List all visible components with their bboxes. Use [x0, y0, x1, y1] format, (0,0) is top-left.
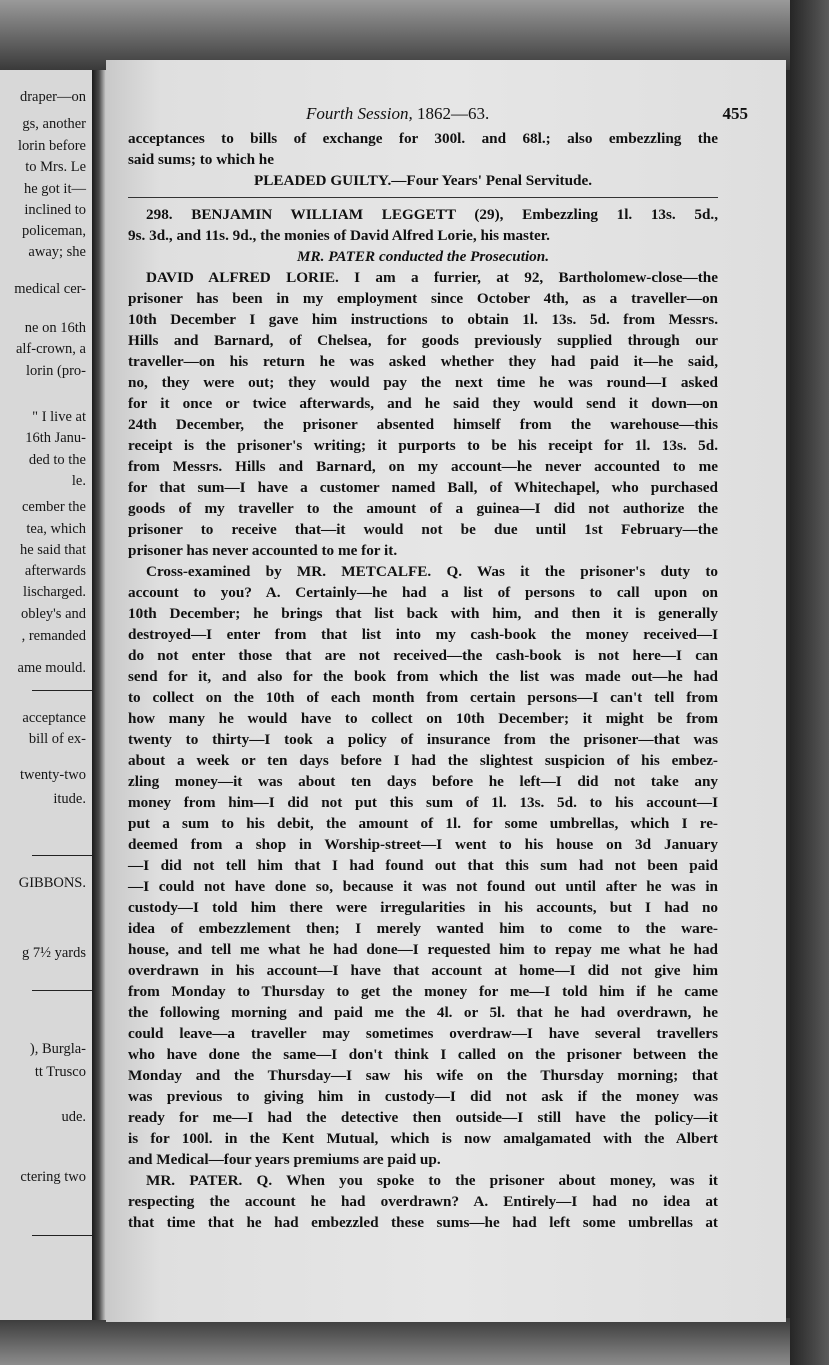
- text-line: —I did not tell him that I had found out that this sum had not been paid: [128, 857, 718, 874]
- text-line: that time that he had embezzled these sums—he had left some umbrellas at: [128, 1214, 718, 1231]
- left-page-line: 16th Janu-: [25, 430, 86, 446]
- running-title: Fourth Session, 1862—63.: [306, 104, 490, 123]
- left-page-line: cember the: [21, 499, 86, 515]
- left-page-line: he got it—: [23, 181, 86, 197]
- left-page-line: tt Trusco: [34, 1064, 86, 1080]
- left-page-line: twenty-two: [19, 767, 86, 783]
- book-gutter: [92, 70, 106, 1320]
- left-page-line: bill of ex-: [28, 731, 86, 747]
- text-line: account to you? A. Certainly—he had a list of persons to call upon on: [128, 584, 718, 601]
- text-line: idea of embezzlement then; I merely wanted him to come to the ware-: [128, 920, 718, 937]
- left-page-rule: [32, 1235, 92, 1236]
- left-page-line: inclined to: [24, 202, 86, 218]
- plea-line: PLEADED GUILTY.—Four Years' Penal Servitude.: [253, 172, 593, 189]
- left-page-line: obley's and: [20, 606, 86, 622]
- scan-bottom-shadow: [0, 1318, 829, 1365]
- left-page-line: acceptance: [22, 710, 86, 726]
- text-line: to collect on the 10th of each month from certain persons—I can't tell from: [128, 689, 718, 706]
- prosecution-line: MR. PATER conducted the Prosecution.: [296, 248, 550, 265]
- text-line: acceptances to bills of exchange for 300l. and 68l.; also embezzling the: [128, 130, 718, 147]
- left-page-line: tea, which: [26, 521, 86, 537]
- testimony-body: [128, 267, 718, 1233]
- left-page-line: ), Burgla-: [29, 1041, 86, 1057]
- text-line: Monday and the Thursday—I saw his wife on the Thursday morning; that: [128, 1067, 718, 1084]
- text-line: was previous to giving him in custody—I did not ask if the money was: [128, 1088, 718, 1105]
- left-page-line: le.: [71, 473, 86, 489]
- left-page-rule: [32, 855, 92, 856]
- left-page-line: lischarged.: [23, 584, 86, 600]
- text-line: who have done the same—I don't think I called on the prisoner between the: [128, 1046, 718, 1063]
- left-page-line: medical cer-: [14, 281, 86, 297]
- text-line: goods of my traveller to the amount of a guinea—I did not authorize the: [128, 500, 718, 517]
- intro-paragraph: [128, 128, 718, 170]
- text-line: zling money—it was about ten days before he left—I did not take any: [128, 773, 718, 790]
- text-line: the following morning and paid me the 4l. or 5l. that he had overdrawn, he: [128, 1004, 718, 1021]
- text-line: respecting the account he had overdrawn? A. Entirely—I had no idea at: [128, 1193, 718, 1210]
- left-page-line: ude.: [61, 1109, 86, 1125]
- text-line: money from him—I did not put this sum of 1l. 13s. 5d. to his account—I: [128, 794, 718, 811]
- text-line: traveller—on his return he was asked whether they had paid it—he said,: [128, 353, 718, 370]
- case-heading: [128, 204, 718, 246]
- text-line: no, they were out; they would pay the next time he was round—I asked: [128, 374, 718, 391]
- text-line: house, and tell me what he had done—I requested him to repay me what he had: [128, 941, 718, 958]
- right-page: [106, 60, 786, 1322]
- left-page-line: alf-crown, a: [15, 341, 86, 357]
- text-line: MR. PATER. Q. When you spoke to the prisoner about money, was it: [146, 1172, 718, 1189]
- text-line: destroyed—I enter from that list into my cash-book the money received—I: [128, 626, 718, 643]
- left-page-rule: [32, 690, 92, 691]
- left-page-fragment: [0, 70, 92, 1320]
- left-page-line: , remanded: [21, 628, 86, 644]
- text-line: custody—I told him there were irregularities in his accounts, but I had no: [128, 899, 718, 916]
- text-line: deemed from a shop in Worship-street—I went to his house on 3d January: [128, 836, 718, 853]
- left-page-line: ded to the: [28, 452, 86, 468]
- text-line: said sums; to which he: [128, 151, 274, 168]
- left-page-line: to Mrs. Le: [25, 159, 86, 175]
- left-page-line: policeman,: [21, 223, 86, 239]
- text-line: for that sum—I have a customer named Ball, of Whitechapel, who purchased: [128, 479, 718, 496]
- left-page-line: g 7½ yards: [21, 945, 86, 961]
- text-line: twenty to thirty—I took a policy of insurance from the prisoner—that was: [128, 731, 718, 748]
- text-line: 10th December; he brings that list back with him, and then it is generally: [128, 605, 718, 622]
- text-line: do not enter those that are not received—the cash-book is not here—I can: [128, 647, 718, 664]
- text-line: send for it, and also for the book from which the list was made out—he had: [128, 668, 718, 685]
- left-page-rule: [32, 990, 92, 991]
- page-content: [128, 104, 748, 1233]
- scan-right-edge: [790, 0, 829, 1365]
- left-page-line: GIBBONS.: [18, 875, 86, 891]
- text-line: DAVID ALFRED LORIE. I am a furrier, at 92, Bartholomew-close—the: [146, 269, 718, 286]
- text-line: prisoner has been in my employment since October 4th, as a traveller—on: [128, 290, 718, 307]
- left-page-line: gs, another: [22, 116, 86, 132]
- text-line: 24th December, the prisoner absented himself from the warehouse—this: [128, 416, 718, 433]
- left-page-line: " I live at: [32, 409, 86, 425]
- text-line: from Messrs. Hills and Barnard, on my account—he never accounted to me: [128, 458, 718, 475]
- left-page-line: he said that: [19, 542, 86, 558]
- text-line: receipt is the prisoner's writing; it purports to be his receipt for 1l. 13s. 5d.: [128, 437, 718, 454]
- left-page-line: ame mould.: [17, 660, 86, 676]
- text-line: about a week or ten days before I had the slightest suspicion of his embez-: [128, 752, 718, 769]
- text-line: Hills and Barnard, of Chelsea, for goods previously supplied through our: [128, 332, 718, 349]
- text-line: could leave—a traveller may sometimes overdraw—I have several travellers: [128, 1025, 718, 1042]
- text-line: is for 100l. in the Kent Mutual, which is now amalgamated with the Albert: [128, 1130, 718, 1147]
- text-line: Cross-examined by MR. METCALFE. Q. Was it the prisoner's duty to: [146, 563, 718, 580]
- left-page-line: afterwards: [24, 563, 86, 579]
- text-line: 9s. 3d., and 11s. 9d., the monies of David Alfred Lorie, his master.: [128, 227, 550, 244]
- left-page-line: away; she: [28, 244, 86, 260]
- text-line: prisoner to receive that—it would not be due until 1st February—the: [128, 521, 718, 538]
- text-line: 10th December I gave him instructions to obtain 1l. 13s. 5d. from Messrs.: [128, 311, 718, 328]
- left-page-line: lorin (pro-: [26, 363, 86, 379]
- left-page-line: ne on 16th: [24, 320, 86, 336]
- text-line: for it once or twice afterwards, and he said they would send it down—on: [128, 395, 718, 412]
- text-line: —I could not have done so, because it was not found out until after he was in: [128, 878, 718, 895]
- text-line: how many he would have to collect on 10th December; it might be from: [128, 710, 718, 727]
- section-divider: [128, 197, 718, 198]
- left-page-line: ctering two: [20, 1169, 86, 1185]
- left-page-line: draper—on: [19, 89, 86, 105]
- text-line: put a sum to his debit, the amount of 1l. for some umbrellas, which I re-: [128, 815, 718, 832]
- text-line: overdrawn in his account—I have that account at home—I did not give him: [128, 962, 718, 979]
- text-line: ready for me—I had the detective then outside—I still have the policy—it: [128, 1109, 718, 1126]
- left-page-line: lorin before: [17, 138, 86, 154]
- page-number: 455: [722, 104, 748, 123]
- text-line: and Medical—four years premiums are paid up.: [128, 1151, 441, 1168]
- text-line: from Monday to Thursday to get the money for me—I told him if he came: [128, 983, 718, 1000]
- text-line: 298. BENJAMIN WILLIAM LEGGETT (29), Embezzling 1l. 13s. 5d.,: [146, 206, 718, 223]
- running-header: [128, 104, 748, 128]
- left-page-line: itude.: [53, 791, 86, 807]
- text-line: prisoner has never accounted to me for it.: [128, 542, 398, 559]
